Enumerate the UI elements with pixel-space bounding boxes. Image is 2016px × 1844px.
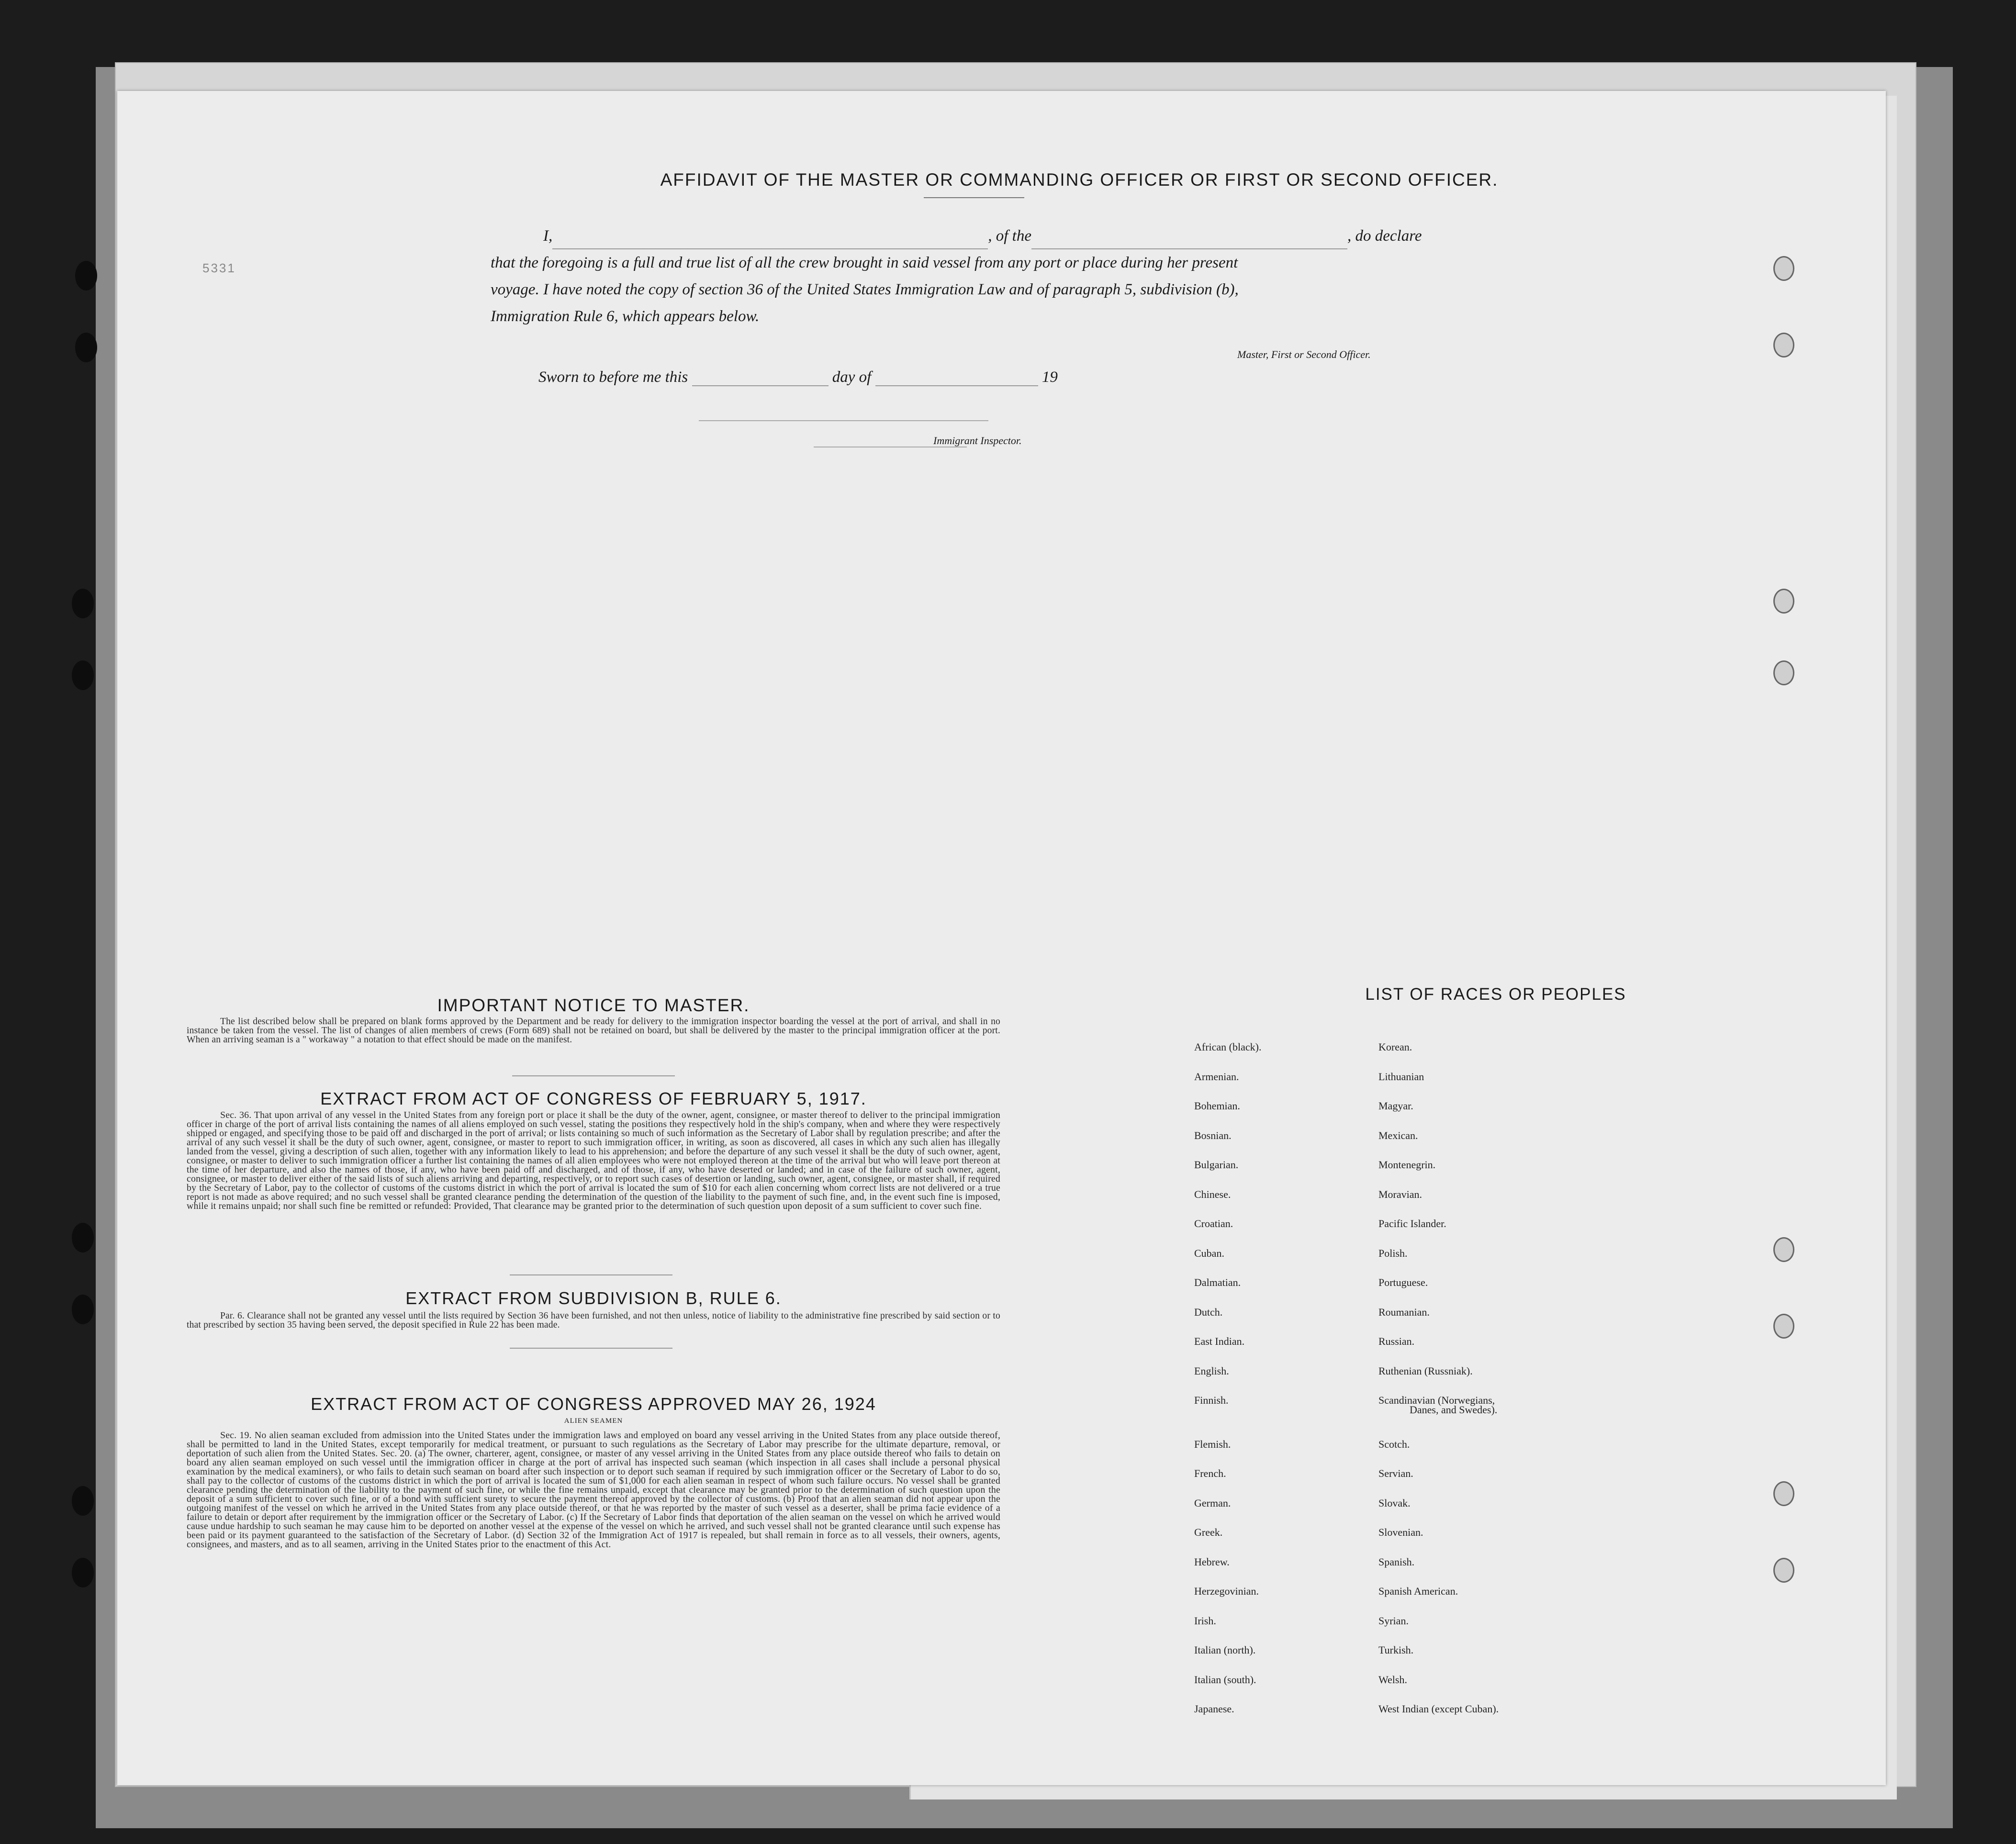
race-item: Flemish. bbox=[1194, 1438, 1231, 1450]
race-item: Turkish. bbox=[1378, 1644, 1414, 1656]
punch-hole-icon bbox=[72, 1295, 94, 1324]
extract-rule6-title: EXTRACT FROM SUBDIVISION B, RULE 6. bbox=[405, 1288, 782, 1308]
race-item: Polish. bbox=[1378, 1247, 1408, 1259]
race-item: Korean. bbox=[1378, 1041, 1412, 1053]
i-label: I, bbox=[543, 227, 553, 245]
punch-hole-icon bbox=[1773, 1558, 1794, 1583]
punch-hole-icon bbox=[75, 333, 97, 362]
affidavit-title: AFFIDAVIT OF THE MASTER OR COMMANDING OFFICER OR FIRST OR SECOND OFFICER. bbox=[660, 170, 1499, 190]
punch-hole-icon bbox=[1773, 660, 1794, 685]
extract-1924-subtitle: ALIEN SEAMEN bbox=[564, 1417, 623, 1425]
affidavit-line-4: Immigration Rule 6, which appears below. bbox=[491, 308, 760, 325]
race-item: Roumanian. bbox=[1378, 1306, 1430, 1318]
notice-rule bbox=[512, 1075, 675, 1076]
race-item: French. bbox=[1194, 1467, 1226, 1479]
name-blank[interactable] bbox=[552, 234, 988, 249]
year-label: 19 bbox=[1042, 369, 1058, 386]
race-item: Lithuanian bbox=[1378, 1070, 1424, 1083]
race-item: Magyar. bbox=[1378, 1100, 1413, 1112]
race-item: Bohemian. bbox=[1194, 1100, 1240, 1112]
extract-1924-title: EXTRACT FROM ACT OF CONGRESS APPROVED MAY 26, 1924 bbox=[311, 1394, 876, 1414]
race-item: Portuguese. bbox=[1378, 1276, 1428, 1288]
race-item: Finnish. bbox=[1194, 1394, 1229, 1406]
race-item: Bulgarian. bbox=[1194, 1159, 1239, 1171]
sworn-line bbox=[538, 369, 1058, 386]
race-item: Dutch. bbox=[1194, 1306, 1223, 1318]
race-item: West Indian (except Cuban). bbox=[1378, 1703, 1499, 1715]
extract-1924-text: Sec. 19. No alien seaman excluded from admission into the United States under the immigration laws and employed on board any vessel arriving in the United States from any place outside thereof, shall be permitted to land in the United States, except temporarily for medical treatment, or pursuant to such regulations as the Secretary of Labor may prescribe for the ultimate departure, removal, or deportation of such alien from the United States. Sec. 20. (a) The owner, charterer, agent, consignee, or master of any vessel arriving in the United States from any place outside thereof who fails to detain on board any alien seaman employed on such vessel until the immigration officer in charge at the port of arrival has inspected such seaman (which inspection in all cases shall include a personal physical examination by the medical examiners), or who fails to detain such seaman on board after such inspection or to deport such seaman if required by such immigration officer or the Secretary of Labor to do so, shall pay to the collector of customs of the customs district in which the port of arrival is located the sum of $1,000 for each alien seaman in respect of whom such failure occurs. No vessel shall be granted clearance pending the determination of the liability to the payment of such fine, or while the fine remains unpaid, except that clearance may be granted prior to the determination of such question upon the deposit of a sum sufficient to cover such fine, or of a bond with sufficient surety to secure the payment thereof approved by the collector of customs. (b) Proof that an alien seaman did not appear upon the outgoing manifest of the vessel on which he arrived in the United States from any place outside thereof, or that he was reported by the master of such vessel as a deserter, shall be prima facie evidence of a failure to detain or deport after requirement by the immigration officer or the Secretary of Labor. (c) If the Secretary of Labor finds that deportation of the alien seaman on the vessel on which he arrived would cause undue hardship to such seaman he may cause him to be deported on another vessel at the expense of the vessel on which he arrived, and such vessel shall not be granted clearance until such expense has been paid or its payment guaranteed to the satisfaction of the Secretary of Labor. (d) Section 32 of the Immigration Act of 1917 is repealed, but shall remain in force as to all vessels, their owners, agents, consignees, and masters, and as to all seamen, arriving in the United States prior to the enactment of this Act. bbox=[187, 1430, 1000, 1550]
punch-hole-icon bbox=[72, 660, 94, 690]
stamp-number: 5331 bbox=[202, 261, 236, 275]
race-item: Greek. bbox=[1194, 1526, 1223, 1538]
race-item: Bosnian. bbox=[1194, 1129, 1232, 1141]
race-item: Irish. bbox=[1194, 1614, 1216, 1627]
document-page bbox=[117, 91, 1886, 1785]
race-item: Herzegovinian. bbox=[1194, 1585, 1259, 1597]
extract-1917-title: EXTRACT FROM ACT OF CONGRESS OF FEBRUARY 5, 1917. bbox=[320, 1089, 867, 1108]
race-item: Armenian. bbox=[1194, 1070, 1239, 1083]
punch-hole-icon bbox=[1773, 1481, 1794, 1506]
race-item: Ruthenian (Russniak). bbox=[1378, 1364, 1473, 1377]
extract-1917-rule bbox=[510, 1274, 672, 1275]
sworn-month-blank[interactable] bbox=[875, 371, 1038, 386]
inspector-signature-line bbox=[699, 420, 988, 421]
race-item: Welsh. bbox=[1378, 1673, 1407, 1686]
do-declare-label: , do declare bbox=[1347, 227, 1422, 245]
affidavit-line-2: that the foregoing is a full and true list of all the crew brought in said vessel from any port or place during her present bbox=[491, 254, 1238, 271]
punch-hole-icon bbox=[72, 589, 94, 618]
race-item: Pacific Islander. bbox=[1378, 1218, 1446, 1229]
race-item: Servian. bbox=[1378, 1467, 1413, 1479]
race-item: English. bbox=[1194, 1364, 1229, 1377]
race-item: Syrian. bbox=[1378, 1614, 1409, 1627]
punch-hole-icon bbox=[75, 261, 97, 291]
punch-hole-icon bbox=[1773, 1237, 1794, 1262]
sworn-day-blank[interactable] bbox=[692, 371, 829, 386]
extract-rule6-text: Par. 6. Clearance shall not be granted any vessel until the lists required by Section 36 have been furnished, and not then unless, notice of liability to the administrative fine prescribed by said section or to that prescribed by section 35 having been served, the deposit specified in Rule 22 has been made. bbox=[187, 1311, 1000, 1330]
notice-title: IMPORTANT NOTICE TO MASTER. bbox=[437, 995, 750, 1015]
title-rule bbox=[924, 197, 1024, 198]
race-item: Italian (north). bbox=[1194, 1644, 1256, 1656]
race-item: Slovenian. bbox=[1378, 1526, 1423, 1538]
races-title: LIST OF RACES OR PEOPLES bbox=[1365, 985, 1626, 1004]
race-item-continuation: Danes, and Swedes). bbox=[1410, 1404, 1498, 1416]
punch-hole-icon bbox=[1773, 1314, 1794, 1339]
affidavit-line-3: voyage. I have noted the copy of section 36 of the United States Immigration Law and of paragraph 5, subdivision (b), bbox=[491, 281, 1239, 298]
punch-hole-icon bbox=[72, 1223, 94, 1252]
punch-hole-icon bbox=[1773, 256, 1794, 281]
inspector-label: Immigrant Inspector. bbox=[933, 435, 1022, 447]
race-item: Croatian. bbox=[1194, 1218, 1233, 1229]
punch-hole-icon bbox=[72, 1558, 94, 1587]
race-item: Spanish American. bbox=[1378, 1585, 1458, 1597]
race-item: Dalmatian. bbox=[1194, 1276, 1241, 1288]
day-of-label: day of bbox=[832, 369, 872, 386]
race-item: Italian (south). bbox=[1194, 1673, 1256, 1686]
punch-hole-icon bbox=[1773, 589, 1794, 614]
race-item: Russian. bbox=[1378, 1335, 1415, 1347]
extract-rule6-rule bbox=[510, 1348, 672, 1349]
race-item: Chinese. bbox=[1194, 1188, 1231, 1200]
race-item: Moravian. bbox=[1378, 1188, 1422, 1200]
extract-1917-text: Sec. 36. That upon arrival of any vessel in the United States from any foreign port or place it shall be the duty of the owner, agent, consignee, or master thereof to deliver to the principal immigration officer in charge of the port of arrival lists containing the names of all aliens employed on such vessel, stating the positions they respectively hold in the ship's company, when and where they were respectively shipped or engaged, and specifying those to be paid off and discharged in the port of arrival; or lists containing so much of such information as the Secretary of Labor shall by regulation prescribe; and after the arrival of any such vessel it shall be the duty of such owner, agent, consignee, or master to report to such immigration officer, in writing, as soon as discovered, all cases in which any such alien has illegally landed from the vessel, giving a description of such alien, together with any information likely to lead to his apprehension; and before the departure of any such vessel it shall be the duty of such owner, agent, consignee, or master to deliver to such immigration officer a further list containing the names of all alien employees who were not employed thereon at the time of the arrival but who will leave port thereon at the time of her departure, and also the names of those, if any, who have been paid off and discharged, and of those, if any, who have deserted or landed; and in case of the failure of such owner, agent, consignee, or master to deliver either of the said lists of such aliens arriving and departing, respectively, or to report such cases of desertion or landing, such owner, agent, consignee, or master shall, if required by the Secretary of Labor, pay to the collector of customs of the customs district in which the port of arrival is located the sum of $10 for each alien concerning whom correct lists are not delivered or a true report is not made as above required; and no such vessel shall be granted clearance pending the determination of the question of the liability to the payment of such fine, and, in the event such fine is imposed, while it remains unpaid; nor shall such fine be remitted or refunded: Provided, That clearance may be granted prior to the determination of such question upon deposit of a sum sufficient to cover such fine. bbox=[187, 1110, 1000, 1211]
of-the-label: , of the bbox=[988, 227, 1031, 245]
affidavit-line-1 bbox=[491, 223, 1544, 249]
race-item: Slovak. bbox=[1378, 1497, 1411, 1509]
race-item: African (black). bbox=[1194, 1041, 1262, 1053]
race-item: Scotch. bbox=[1378, 1438, 1410, 1450]
notice-text: The list described below shall be prepared on blank forms approved by the Department and be ready for delivery to the immigration inspector boarding the vessel at the port of arrival, and shall in no instance be taken from the vessel. The list of changes of alien members of crews (Form 689) shall not be retained on board, but shall be delivered by the master to the principal immigration officer at the port. When an arriving seaman is a " workaway " a notation to that effect should be made on the manifest. bbox=[187, 1017, 1000, 1045]
race-item: Montenegrin. bbox=[1378, 1159, 1436, 1171]
master-signature-label: Master, First or Second Officer. bbox=[1237, 348, 1371, 360]
race-item: East Indian. bbox=[1194, 1335, 1245, 1347]
race-item: Mexican. bbox=[1378, 1129, 1418, 1141]
race-item: Hebrew. bbox=[1194, 1555, 1230, 1568]
race-item: Scandinavian (Norwegians, bbox=[1378, 1394, 1495, 1406]
vessel-blank[interactable] bbox=[1031, 234, 1347, 249]
race-item: Spanish. bbox=[1378, 1555, 1415, 1568]
race-item: Japanese. bbox=[1194, 1703, 1234, 1715]
punch-hole-icon bbox=[72, 1486, 94, 1516]
affidavit-body bbox=[491, 223, 1544, 330]
race-item: Cuban. bbox=[1194, 1247, 1224, 1259]
sworn-label: Sworn to before me this bbox=[538, 369, 688, 386]
race-item: German. bbox=[1194, 1497, 1231, 1509]
punch-hole-icon bbox=[1773, 333, 1794, 358]
